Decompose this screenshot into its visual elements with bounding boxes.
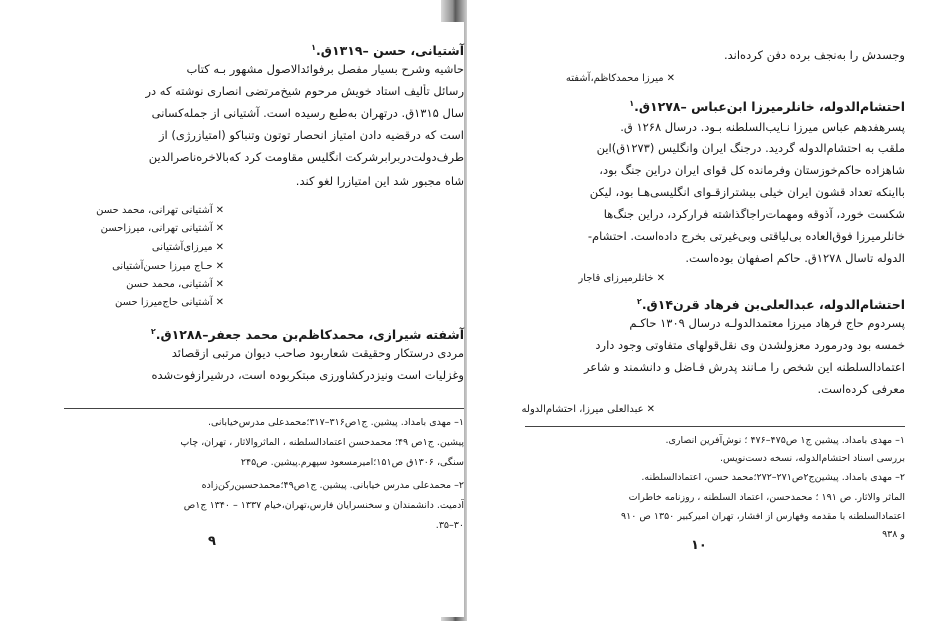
body-line: معرفی کرده‌است. [817,382,905,396]
body-line: الدوله تاسال ۱۲۷۸ق. حاکم اصفهان بوده‌است. [685,251,905,265]
cross-reference-x-icon: ✕ [215,242,224,253]
cross-reference: ✕عبدالعلی میرزا، احتشام‌الدوله [521,404,655,415]
footnote-line: ۳۰–۳۵. [435,520,464,531]
cross-reference-x-icon: ✕ [215,205,224,216]
cross-reference: ✕آشتیانی، محمد حسن [126,279,224,290]
entry-heading-ehtesham-khanlar: احتشام‌الدوله، خانلرمیرزا ابن‌عباس –۱۲۷۸ق.$^۱$ [629,99,905,115]
body-line: شکست خورد، آذوقه ومهمات‌راجاگذاشته فرارکرد، دراین جنگ‌ها [603,207,905,221]
footnote-line: الماثر والاثار. ص ۱۹۱ ؛ محمدحسن، اعتماد السلطنه ، روزنامه خاطرات [628,492,905,503]
cross-reference: ✕حـاج میرزا حسن‌آشتیانی [112,261,224,272]
cross-reference: ✕آشتیانی حاج‌میرزا حسن [114,297,224,308]
body-line: خانلرمیرزا فوق‌العاده بی‌لیاقتی وبی‌غیرتی بخرج داده‌است. احتشام- [587,229,905,243]
footnote-line: پیشین. ج۱ص ۴۹؛ محمدحسن اعتمادالسلطنه ، الماثروالاثار ، تهران، چاپ [180,437,464,448]
page-number: ۱۰ [691,538,707,553]
body-line: سال ۱۳۱۵ق. درتهران به‌طبع رسیده است. آشتیانی از جمله‌کسانی [151,106,464,120]
body-line: پسردوم حاج فرهاد میرزا معتمدالدولـه درسال ۱۳۰۹ حاکـم [629,316,905,330]
entry-heading-ehtesham-abdolali: احتشام‌الدوله، عبدالعلی‌بن فرهاد قرن۱۴ق.$^۲$ [636,297,905,313]
entry-heading-ashtiani-hasan: آشتیانی، حسن –۱۳۱۹ق.$^۱$ [311,43,464,59]
footnote-line: اعتمادالسلطنه با مقدمه وفهارس از افشار، تهران امیرکبیر ۱۳۵۰ ص ۹۱۰ [621,511,905,522]
footnote-line: ۱– مهدی بامداد. پیشین ج۱ ص۴۷۵–۴۷۶ ؛ نوش‌آفرین انصاری. [665,435,905,446]
footnote-line: ۲– محمدعلی مدرس خیابانی. پیشین. ج۱ص۴۹؛محمدحسین‌رکن‌زاده [201,480,464,491]
body-line: خمسه بود ودرمورد معزولشدن وی نقل‌قولهای متفاوتی وجود دارد [595,338,905,352]
body-line: است که درقضیه دادن امتیاز انحصار توتون وتنباکو (امتیازرژی) از [158,128,464,142]
footnote-marker: ۲ [150,327,156,336]
cross-reference: ✕میرزای‌آشتیانی [151,242,224,253]
footnote-line: آدمیت. دانشمندان و سخنسرایان فارس،تهران،خیام ۱۳۳۷ – ۱۳۴۰ ج۱ص [183,500,464,511]
body-line: شاهزاده حاکم‌خوزستان وفرمانده کل قوای ایران دراین جنگ بود، [599,163,905,177]
body-line: طرف‌دولت‌دربرابرشرکت انگلیس مقاومت کرد که‌بالاخره‌ناصرالدین [148,150,464,164]
body-line: حاشیه وشرح بسیار مفصل برفوائدالاصول مشهور بـه کتاب [186,62,464,76]
body-line: رسائل تألیف استاد خویش مرحوم شیخ‌مرتضی انصاری نوشته که در [145,84,464,98]
cross-reference: ✕آشتیانی تهرانی، میرزاحسن [100,223,224,234]
body-line: شاه مجبور شد این امتیازرا لغو کند. [295,174,464,188]
footnote-line: و ۹۳۸ [882,529,905,540]
cross-reference-x-icon: ✕ [666,73,675,84]
footnote-divider [525,426,905,427]
footnote-marker: ۱ [311,43,317,52]
footnote-line: ۲– مهدی بامداد. پیشین‌ج۲ص۲۷۱–۲۷۲؛محمد حسن، اعتمادالسلطنه. [641,472,905,483]
cross-reference: ✕میرزا محمدکاظم،آشفته [565,73,675,84]
footnote-marker: ۲ [636,297,642,306]
body-line: وغزلیات است ونیزدرکشاورزی مبتکربوده است، درشیرازفوت‌شده [151,368,464,382]
cross-reference-x-icon: ✕ [215,279,224,290]
cross-reference: ✕خانلرمیرزای قاجار [578,273,665,284]
body-line: بااینکه تعداد قشون ایران خیلی بیشترازقـوای انگلیسی‌هـا بود، لیکن [589,185,905,199]
page-number: ۹ [208,534,216,549]
body-line: وجسدش را به‌نجف برده دفن کرده‌اند. [723,48,905,62]
body-line: اعتمادالسلطنه این شخص را مـانند پدرش فـاضل و دانشمند و شاعر [583,360,905,374]
cross-reference-x-icon: ✕ [646,404,655,415]
footnote-line: بررسی اسناد احتشام‌الدوله، نسخه دست‌نویس. [719,453,905,464]
book-page-10 [473,22,905,617]
cross-reference: ✕آشتیانی تهرانی، محمد حسن [96,205,224,216]
cross-reference-x-icon: ✕ [215,297,224,308]
body-line: مردی درستکار وحقیقت شعاربود صاحب دیوان مرتبی ازقصائد [171,346,464,360]
entry-heading-ashofteh-shirazi: آشفته شیرازی، محمدکاظم‌بن محمد جعفر–۱۲۸۸ق.$^۲$ [150,327,464,343]
cross-reference-x-icon: ✕ [656,273,665,284]
body-line: پسرهفدهم عباس میرزا نـایب‌السلطنه بـود. درسال ۱۲۶۸ ق. [620,120,905,134]
cross-reference-x-icon: ✕ [215,223,224,234]
footnote-line: سنگی، ۱۳۰۶ق ص۱۵۱؛امیرمسعود سپهرم.پیشین. ص۲۴۵ [240,457,464,468]
footnote-marker: ۱ [629,99,635,108]
book-page-9 [32,22,464,617]
body-line: ملقب به احتشام‌الدوله گردید. درجنگ ایران وانگلیس (۱۲۷۳ق)این [596,141,905,155]
footnote-divider [64,408,464,409]
cross-reference-x-icon: ✕ [215,261,224,272]
footnote-line: ۱– مهدی بامداد. پیشین. ج۱ص۳۱۶–۳۱۷؛محمدعلی مدرس‌خیابانی. [207,417,464,428]
